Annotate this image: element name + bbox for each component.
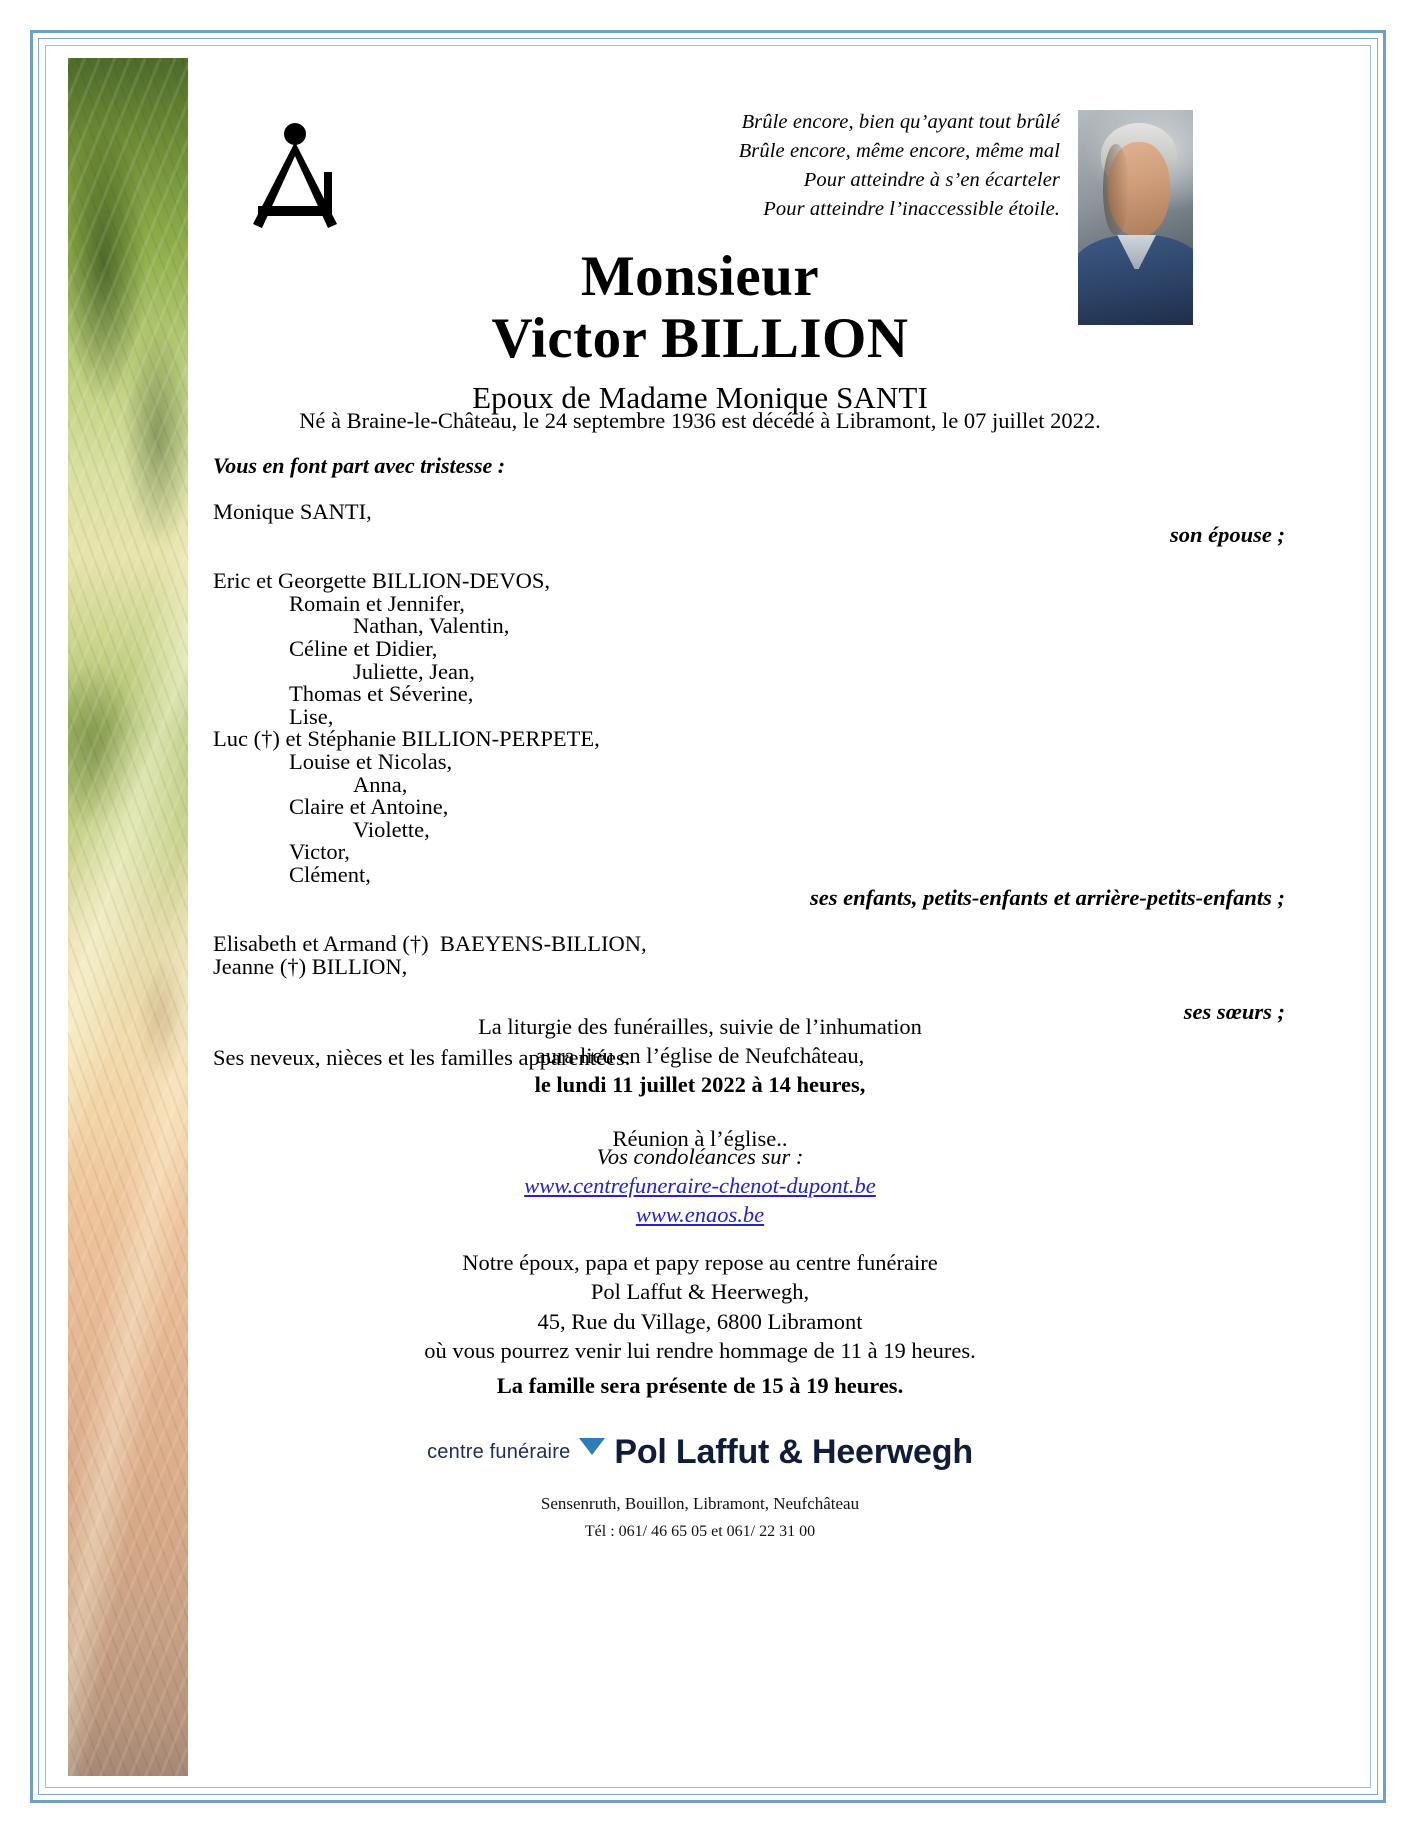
family-member: Nathan, Valentin,: [353, 613, 510, 639]
footer-towns: Sensenruth, Bouillon, Libramont, Neufchâteau: [540, 1494, 860, 1513]
children-role: ses enfants, petits-enfants et arrière-petits-enfants ;: [810, 884, 1285, 910]
footer-phone: Tél : 061/ 46 65 05 et 061/ 22 31 00: [584, 1523, 816, 1540]
family-member: Thomas et Séverine,: [289, 681, 474, 707]
condolences-link-primary[interactable]: www.centrefuneraire-chenot-dupont.be: [524, 1172, 876, 1198]
family-member: Juliette, Jean,: [353, 658, 475, 684]
poem-line: Brûle encore, même encore, même mal: [738, 140, 1060, 163]
poem-line: Pour atteindre à s’en écarteler: [803, 169, 1060, 192]
sister-line: Jeanne (†) BILLION,: [213, 953, 408, 979]
triangle-icon: [579, 1438, 605, 1455]
family-member: Romain et Jennifer,: [289, 590, 465, 616]
memorial-poem: [520, 108, 1060, 224]
family-member: Violette,: [353, 816, 430, 842]
family-member: Luc (†) et Stéphanie BILLION-PERPETE,: [213, 726, 600, 752]
funeral-home-name: Pol Laffut & Heerwegh,: [590, 1279, 810, 1305]
spouse-name: Monique SANTI,: [213, 499, 372, 524]
sisters-role: ses sœurs ;: [1183, 998, 1285, 1024]
resting-place-block: [200, 1248, 1200, 1365]
logo-subtitle: centre funéraire: [427, 1441, 571, 1463]
family-list: [213, 501, 1323, 1070]
announcement-line: Vous en font part avec tristesse :: [213, 453, 506, 478]
spouse-of-line: Epoux de Madame Monique SANTI: [472, 380, 928, 416]
visiting-hours: où vous pourrez venir lui rendre hommage de 11 à 19 heures.: [424, 1337, 976, 1363]
ceremony-block: [200, 1013, 1200, 1154]
condolences-lead: Vos condoléances sur :: [596, 1144, 804, 1169]
deceased-fullname: Victor BILLION: [491, 307, 909, 371]
family-member: Anna,: [353, 771, 408, 797]
deceased-name-block: [200, 245, 1200, 422]
masonic-square-compasses-icon: [240, 120, 350, 235]
spouse-role: son épouse ;: [1169, 521, 1285, 547]
condolences-link-secondary[interactable]: www.enaos.be: [635, 1201, 765, 1227]
honorific: Monsieur: [580, 245, 820, 308]
family-member: Victor,: [289, 839, 350, 865]
condolences-block: [200, 1143, 1200, 1229]
resting-line: Notre époux, papa et papy repose au centre funéraire: [462, 1250, 938, 1275]
family-member: Louise et Nicolas,: [289, 748, 453, 774]
family-member: Claire et Antoine,: [289, 794, 449, 820]
family-member: Lise,: [289, 703, 334, 729]
ceremony-gathering: Réunion à l’église..: [612, 1126, 788, 1152]
birth-death-line: Né à Braine-le-Château, le 24 septembre 1936 est décédé à Libramont, le 07 juillet 2022.: [299, 408, 1101, 433]
poem-line: Brûle encore, bien qu’ayant tout brûlé: [741, 111, 1060, 133]
funeral-home-logo: [200, 1433, 1200, 1472]
family-presence-note: La famille sera présente de 15 à 19 heures.: [496, 1373, 904, 1398]
notice-content: [200, 58, 1350, 1776]
footer-block: [200, 1433, 1200, 1541]
family-member: Eric et Georgette BILLION-DEVOS,: [213, 568, 550, 594]
ceremony-datetime: le lundi 11 juillet 2022 à 14 heures,: [534, 1071, 866, 1097]
other-relatives: Ses neveux, nièces et les familles apparentées.: [213, 1045, 631, 1071]
ceremony-line: aura lieu en l’église de Neufchâteau,: [535, 1042, 865, 1068]
family-member: Clément,: [289, 861, 371, 887]
ceremony-line: La liturgie des funérailles, suivie de l’inhumation: [478, 1014, 922, 1039]
forest-path-photo: [68, 58, 188, 1776]
poem-line: Pour atteindre l’inaccessible étoile.: [763, 198, 1060, 221]
sister-line: Elisabeth et Armand (†) BAEYENS-BILLION,: [213, 931, 647, 957]
family-member: Céline et Didier,: [289, 635, 438, 661]
logo-title: Pol Laffut & Heerwegh: [614, 1433, 973, 1471]
funeral-home-address: 45, Rue du Village, 6800 Libramont: [537, 1308, 863, 1334]
